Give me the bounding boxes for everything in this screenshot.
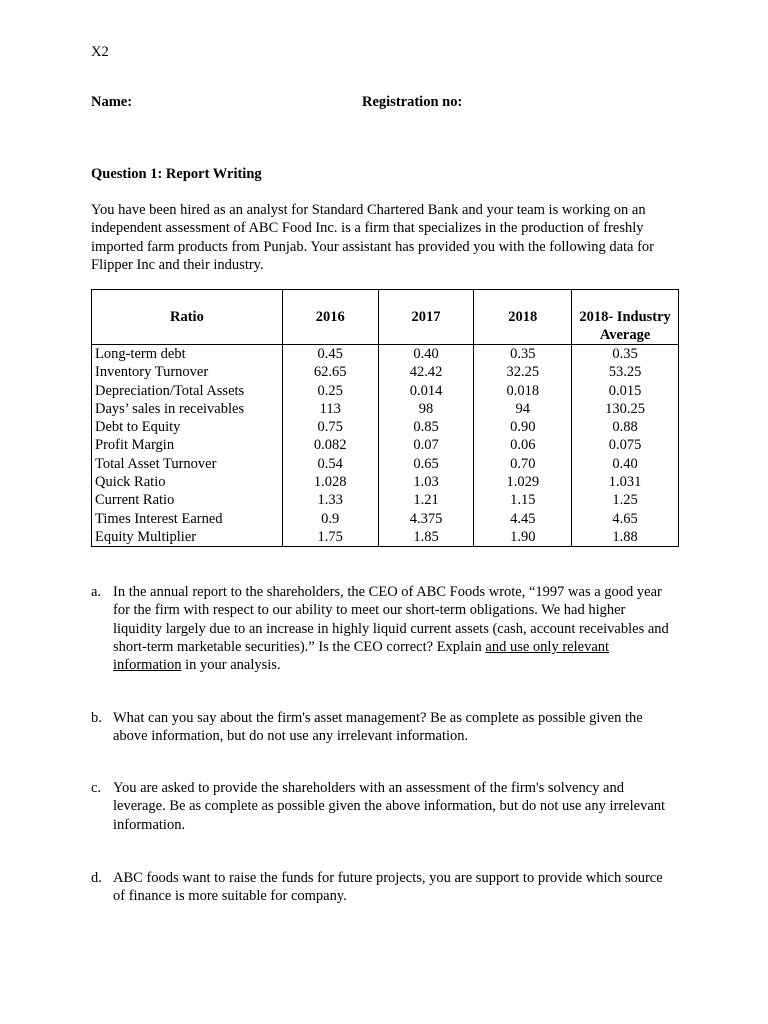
table-row — [92, 455, 679, 473]
question-b-text: What can you say about the firm's asset management? Be as complete as possible given the above information, but do not use any irrelevant information. — [113, 710, 643, 745]
intro-paragraph: You have been hired as an analyst for Standard Chartered Bank and your team is working on an independent assessment of ABC Food Inc. is a firm that specializes in the production of freshly imported farm products from Punjab. Your assistant has provided you with the following data for Flipper Inc and their industry. — [91, 202, 655, 273]
table-row — [92, 436, 679, 454]
ratio-value-cell: 0.75 — [282, 418, 378, 436]
question-d — [91, 869, 671, 906]
table-header-row — [92, 290, 679, 345]
question-d-text: ABC foods want to raise the funds for future projects, you are support to provide which source of finance is more suitable for company. — [113, 870, 663, 905]
table-row — [92, 400, 679, 418]
ratio-value-cell: 1.028 — [282, 473, 378, 491]
ratio-value-cell: 1.15 — [474, 491, 572, 509]
header-2016: 2016 — [282, 290, 378, 345]
table-row — [92, 345, 679, 364]
question-title: Question 1: Report Writing — [91, 166, 262, 182]
question-a — [91, 583, 671, 674]
ratio-value-cell: 0.40 — [378, 345, 474, 364]
ratio-value-cell: 4.45 — [474, 510, 572, 528]
ratio-name-cell: Days’ sales in receivables — [92, 400, 283, 418]
ratio-value-cell: 1.85 — [378, 528, 474, 547]
question-b-label: b. — [91, 710, 102, 726]
ratio-value-cell: 0.40 — [572, 455, 679, 473]
header-2018: 2018 — [474, 290, 572, 345]
ratio-value-cell: 1.031 — [572, 473, 679, 491]
registration-label: Registration no: — [362, 94, 463, 110]
ratio-value-cell: 0.85 — [378, 418, 474, 436]
question-a-label: a. — [91, 584, 102, 600]
question-a-underlined: and use only relevant information — [113, 638, 610, 674]
ratio-value-cell: 0.35 — [572, 345, 679, 364]
ratio-value-cell: 1.029 — [474, 473, 572, 491]
ratio-name-cell: Long-term debt — [92, 345, 283, 364]
ratio-name-cell: Current Ratio — [92, 491, 283, 509]
ratio-value-cell: 1.33 — [282, 491, 378, 509]
question-b — [91, 709, 671, 746]
ratio-value-cell: 0.9 — [282, 510, 378, 528]
ratio-value-cell: 1.90 — [474, 528, 572, 547]
document-id: X2 — [91, 44, 109, 60]
table-row — [92, 528, 679, 547]
table-row — [92, 363, 679, 381]
ratio-value-cell: 0.45 — [282, 345, 378, 364]
ratio-name-cell: Inventory Turnover — [92, 363, 283, 381]
ratio-value-cell: 113 — [282, 400, 378, 418]
header-industry-average: 2018- Industry Average — [572, 290, 679, 345]
ratio-value-cell: 1.25 — [572, 491, 679, 509]
table-row — [92, 382, 679, 400]
ratio-value-cell: 0.075 — [572, 436, 679, 454]
question-a-tail: in your analysis. — [181, 657, 281, 674]
table-row — [92, 418, 679, 436]
ratio-name-cell: Times Interest Earned — [92, 510, 283, 528]
ratio-value-cell: 0.35 — [474, 345, 572, 364]
ratio-table — [91, 289, 679, 547]
name-label: Name: — [91, 94, 133, 110]
ratio-value-cell: 1.88 — [572, 528, 679, 547]
ratio-value-cell: 53.25 — [572, 363, 679, 381]
ratio-value-cell: 4.65 — [572, 510, 679, 528]
ratio-name-cell: Quick Ratio — [92, 473, 283, 491]
header-ratio: Ratio — [92, 290, 283, 345]
ratio-value-cell: 32.25 — [474, 363, 572, 381]
ratio-name-cell: Debt to Equity — [92, 418, 283, 436]
ratio-value-cell: 98 — [378, 400, 474, 418]
header-2017: 2017 — [378, 290, 474, 345]
ratio-value-cell: 0.07 — [378, 436, 474, 454]
question-c-label: c. — [91, 780, 102, 796]
table-body — [92, 345, 679, 547]
ratio-value-cell: 1.21 — [378, 491, 474, 509]
ratio-value-cell: 4.375 — [378, 510, 474, 528]
ratio-value-cell: 42.42 — [378, 363, 474, 381]
ratio-value-cell: 0.06 — [474, 436, 572, 454]
ratio-value-cell: 0.88 — [572, 418, 679, 436]
table-row — [92, 510, 679, 528]
ratio-name-cell: Depreciation/Total Assets — [92, 382, 283, 400]
ratio-value-cell: 1.03 — [378, 473, 474, 491]
ratio-value-cell: 0.082 — [282, 436, 378, 454]
question-a-text: In the annual report to the shareholders, the CEO of ABC Foods wrote, “1997 was a good year for the firm with respect to our ability to meet our short-term obligations. We had higher liquidity largely due to an increase in highly liquid current assets (cash, account receivables and short-term marketable securities).” Is the CEO correct? Explain — [113, 584, 669, 655]
question-c — [91, 779, 671, 834]
table-row — [92, 491, 679, 509]
question-c-text: You are asked to provide the shareholders with an assessment of the firm's solvency and leverage. Be as complete as possible given the above information, but do not use any irrelevant information. — [113, 780, 666, 833]
ratio-name-cell: Profit Margin — [92, 436, 283, 454]
question-d-label: d. — [91, 870, 102, 886]
ratio-value-cell: 0.54 — [282, 455, 378, 473]
ratio-value-cell: 62.65 — [282, 363, 378, 381]
ratio-name-cell: Equity Multiplier — [92, 528, 283, 547]
ratio-value-cell: 0.25 — [282, 382, 378, 400]
ratio-value-cell: 0.65 — [378, 455, 474, 473]
ratio-value-cell: 130.25 — [572, 400, 679, 418]
ratio-value-cell: 0.014 — [378, 382, 474, 400]
ratio-value-cell: 0.015 — [572, 382, 679, 400]
table-row — [92, 473, 679, 491]
ratio-value-cell: 94 — [474, 400, 572, 418]
ratio-value-cell: 0.018 — [474, 382, 572, 400]
ratio-value-cell: 1.75 — [282, 528, 378, 547]
ratio-value-cell: 0.70 — [474, 455, 572, 473]
ratio-value-cell: 0.90 — [474, 418, 572, 436]
ratio-name-cell: Total Asset Turnover — [92, 455, 283, 473]
